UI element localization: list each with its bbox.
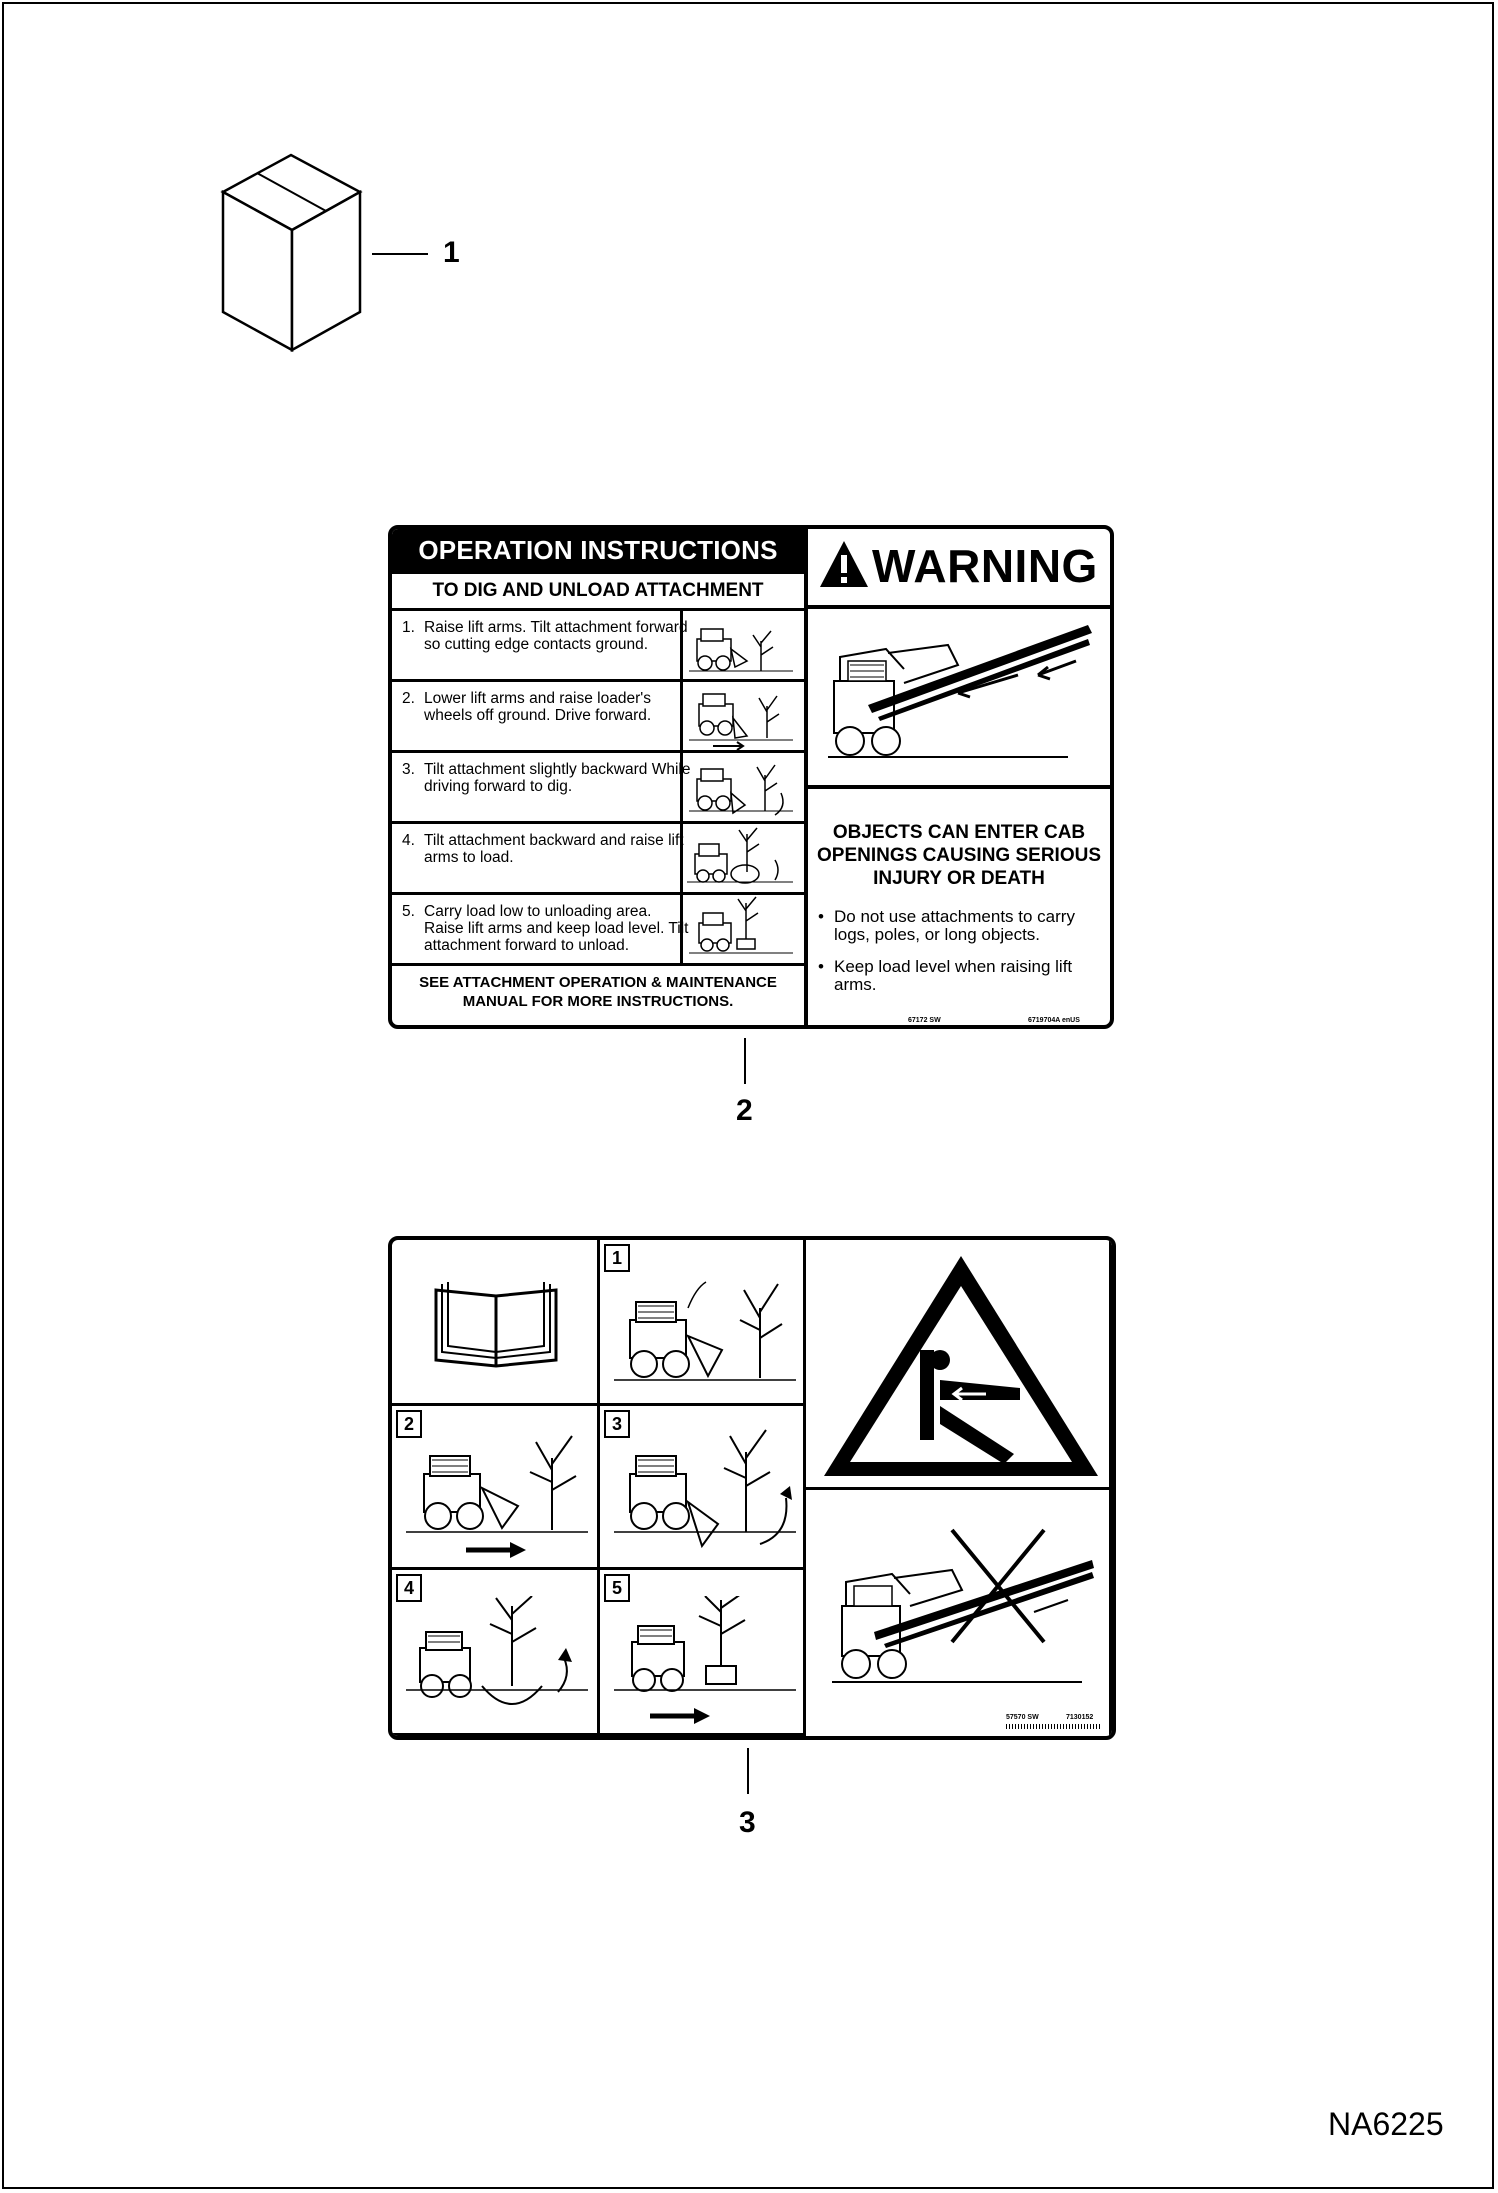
- step-row: [392, 753, 804, 824]
- callout-leader-3: [747, 1748, 749, 1794]
- step-number: 2.: [402, 690, 415, 707]
- panel-1-cell: [600, 1240, 806, 1406]
- loader-dig-icon: [610, 1268, 800, 1398]
- instructions-panel: [392, 529, 808, 1025]
- loader-lift-load-icon: [402, 1596, 592, 1732]
- step-number: 4.: [402, 832, 415, 849]
- figure-id: NA6225: [1328, 2106, 1444, 2142]
- warning-header: [808, 529, 1110, 609]
- step-number: 1.: [402, 619, 415, 636]
- instructions-subheader: TO DIG AND UNLOAD ATTACHMENT: [392, 571, 804, 611]
- crush-hazard-cell: [806, 1240, 1112, 1490]
- loader-carry-load-icon: [610, 1596, 800, 1732]
- bullet-marker: •: [818, 907, 824, 926]
- barcode: [1006, 1724, 1102, 1729]
- loader-step-4-icon: [680, 824, 807, 892]
- loader-step-5-icon: [680, 895, 807, 963]
- step-text: Carry load low to unloading area. Raise lift arms and keep load level. Tilt attachment forward to unload.: [424, 903, 689, 954]
- decal-part-number: 6719704A enUS: [1028, 1017, 1080, 1024]
- step-text: Lower lift arms and raise loader's wheels off ground. Drive forward.: [424, 690, 652, 724]
- step-row: [392, 895, 804, 966]
- list-item: [818, 958, 1108, 994]
- callout-leader-1: [372, 253, 428, 255]
- warning-triangle-icon: [818, 539, 870, 589]
- no-long-objects-cell: [806, 1490, 1112, 1736]
- manual-cell: [392, 1240, 600, 1406]
- barcode: [908, 1026, 1104, 1029]
- panel-4-cell: [392, 1570, 600, 1736]
- panel-number: 2: [396, 1410, 422, 1438]
- bullet-text: Keep load level when raising lift arms.: [834, 957, 1073, 994]
- callout-number-3: 3: [739, 1806, 756, 1839]
- warning-panel: [808, 529, 1110, 1025]
- step-row: [392, 824, 804, 895]
- step-text: Tilt attachment backward and raise lift arms to load.: [424, 832, 684, 866]
- kit-box-icon: [215, 150, 375, 355]
- panel-number: 1: [604, 1244, 630, 1272]
- decal-part-number: 7130152: [1066, 1714, 1094, 1721]
- pictorial-safety-decal: [388, 1236, 1116, 1740]
- panel-5-cell: [600, 1570, 806, 1736]
- step-row: [392, 682, 804, 753]
- crush-hazard-icon: [816, 1250, 1106, 1486]
- step-text: Raise lift arms. Tilt attachment forward so cutting edge contacts ground.: [424, 619, 688, 653]
- bullet-marker: •: [818, 957, 824, 976]
- decal-part-number: 67172 SW: [908, 1017, 941, 1024]
- loader-step-3-icon: [680, 753, 807, 821]
- instructions-header: OPERATION INSTRUCTIONS: [392, 529, 804, 571]
- step-text: Tilt attachment slightly backward While driving forward to dig.: [424, 761, 691, 795]
- panel-2-cell: [392, 1406, 600, 1570]
- panel-number: 3: [604, 1410, 630, 1438]
- no-long-objects-icon: [812, 1506, 1106, 1706]
- avoidance-list: [818, 908, 1108, 994]
- step-number: 3.: [402, 761, 415, 778]
- callout-leader-2: [744, 1038, 746, 1084]
- instructions-footer: SEE ATTACHMENT OPERATION & MAINTENANCE MANUAL FOR MORE INSTRUCTIONS.: [419, 974, 777, 1010]
- list-item: [818, 908, 1108, 944]
- warning-signal-word: WARNING: [872, 540, 1098, 592]
- hazard-statement: OBJECTS CAN ENTER CAB OPENINGS CAUSING SERIOUS INJURY OR DEATH: [817, 822, 1101, 889]
- step-number: 5.: [402, 903, 415, 920]
- read-manual-icon: [432, 1280, 562, 1370]
- loader-step-1-icon: [680, 611, 807, 679]
- loader-tilt-dig-icon: [610, 1428, 800, 1564]
- panel-3-cell: [600, 1406, 806, 1570]
- callout-number-2: 2: [736, 1094, 753, 1127]
- bullet-text: Do not use attachments to carry logs, poles, or long objects.: [834, 907, 1075, 944]
- callout-number-1: 1: [443, 236, 460, 269]
- loader-step-2-icon: [680, 682, 807, 750]
- loader-drive-forward-icon: [402, 1428, 592, 1564]
- decal-part-number: 57570 SW: [1006, 1714, 1039, 1721]
- long-object-hazard-icon: [808, 609, 1110, 789]
- step-row: [392, 611, 804, 682]
- panel-number: 5: [604, 1574, 630, 1602]
- operation-instructions-decal: [388, 525, 1114, 1029]
- panel-number: 4: [396, 1574, 422, 1602]
